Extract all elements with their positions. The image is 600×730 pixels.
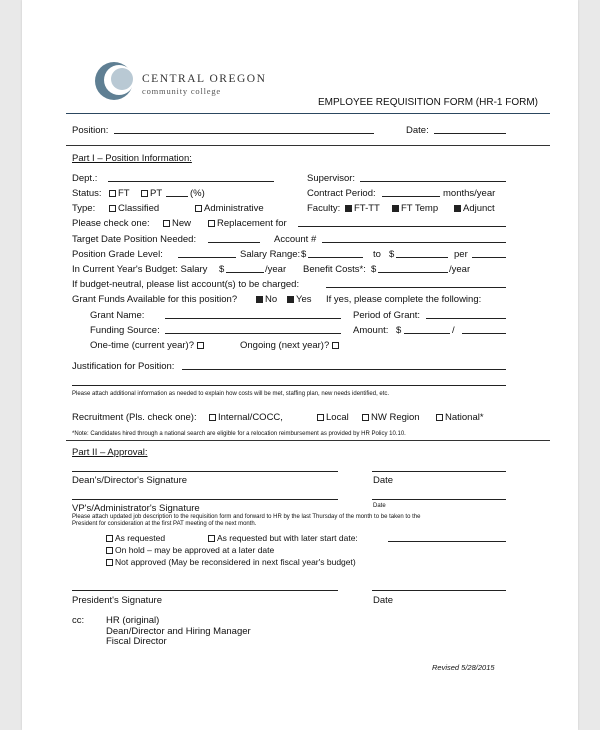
account-field[interactable] — [322, 242, 506, 243]
salary-per-label: per — [454, 249, 468, 260]
college-logo — [94, 60, 140, 107]
new-checkbox[interactable] — [163, 220, 170, 227]
college-logo-icon — [94, 60, 140, 102]
justification-field-1[interactable] — [182, 369, 506, 370]
ongoing-checkbox[interactable] — [332, 342, 339, 349]
classified-checkbox[interactable] — [109, 205, 116, 212]
please-check-label: Please check one: — [72, 218, 150, 229]
budget-neutral-field[interactable] — [326, 287, 506, 288]
justification-label: Justification for Position: — [72, 361, 175, 372]
position-field[interactable] — [114, 133, 374, 134]
replacement-checkbox[interactable] — [208, 220, 215, 227]
account-label: Account # — [274, 234, 317, 245]
local-checkbox[interactable] — [317, 414, 324, 421]
option-as-requested[interactable]: As requested — [106, 533, 165, 543]
one-time-checkbox[interactable] — [197, 342, 204, 349]
target-date-field[interactable] — [208, 242, 260, 243]
check-new[interactable]: New — [163, 218, 191, 229]
deans-signature-field[interactable] — [72, 471, 338, 472]
benefit-costs-per-year: /year — [449, 264, 471, 275]
budget-neutral-label: If budget-neutral, please list account(s) to be charged: — [72, 279, 300, 290]
cc-label: cc: — [72, 615, 85, 626]
period-grant-label: Period of Grant: — [353, 310, 421, 321]
date-label: Date: — [406, 125, 429, 136]
amount-label: Amount: — [353, 325, 389, 336]
form-page — [22, 0, 578, 730]
one-time-label[interactable]: One-time (current year)? — [90, 340, 206, 351]
current-year-budget-label: In Current Year's Budget: Salary — [72, 264, 208, 275]
pt-checkbox[interactable] — [141, 190, 148, 197]
on-hold-checkbox[interactable] — [106, 547, 113, 554]
target-date-label: Target Date Position Needed: — [72, 234, 197, 245]
internal-checkbox[interactable] — [209, 414, 216, 421]
supervisor-label: Supervisor: — [307, 173, 356, 184]
status-label: Status: — [72, 188, 102, 199]
grant-name-label: Grant Name: — [90, 310, 145, 321]
amount-slash: / — [452, 325, 455, 336]
salary-per-field[interactable] — [472, 257, 506, 258]
college-subtitle: community college — [142, 86, 221, 96]
grant-yes[interactable]: Yes — [287, 294, 312, 305]
not-approved-checkbox[interactable] — [106, 559, 113, 566]
vps-signature-field[interactable] — [72, 499, 338, 500]
option-on-hold[interactable]: On hold – may be approved at a later date — [106, 545, 274, 555]
faculty-adjunct[interactable]: Adjunct — [454, 203, 495, 214]
national-search-note: *Note: Candidates hired through a national search are eligible for a relocation reimbursement as provided by HR Policy 10.10. — [72, 431, 406, 437]
status-ft[interactable]: FT — [109, 188, 130, 199]
period-grant-field[interactable] — [426, 318, 506, 319]
grade-level-field[interactable] — [178, 257, 236, 258]
option-later-start[interactable]: As requested but with later start date: — [208, 533, 358, 543]
nw-region-checkbox[interactable] — [362, 414, 369, 421]
salary-to-dollar: $ — [389, 249, 395, 260]
deans-date-label: Date — [373, 475, 394, 486]
recruit-internal[interactable]: Internal/COCC, — [209, 412, 283, 423]
later-start-checkbox[interactable] — [208, 535, 215, 542]
recruit-national[interactable]: National* — [436, 412, 484, 423]
amount-dollar: $ — [396, 325, 402, 336]
vps-date-label: Date — [373, 503, 386, 509]
later-start-date-field[interactable] — [388, 541, 506, 542]
grant-no-checkbox[interactable] — [256, 296, 263, 303]
benefit-costs-dollar: $ — [371, 264, 377, 275]
vps-signature-label: VP's/Administrator's Signature — [72, 503, 200, 514]
type-label: Type: — [72, 203, 96, 214]
grant-yes-checkbox[interactable] — [287, 296, 294, 303]
ongoing-label[interactable]: Ongoing (next year)? — [240, 340, 341, 351]
grant-no[interactable]: No — [256, 294, 277, 305]
grade-level-label: Position Grade Level: — [72, 249, 163, 260]
college-name: CENTRAL OREGON — [142, 73, 267, 85]
option-not-approved[interactable]: Not approved (May be reconsidered in next fiscal year's budget) — [106, 557, 356, 567]
recruit-nw-region[interactable]: NW Region — [362, 412, 420, 423]
if-yes-label: If yes, please complete the following: — [326, 294, 482, 305]
attach-info-note: Please attach additional information as needed to explain how costs will be met, staffing plan, new needs identified, etc. — [72, 391, 390, 397]
benefit-costs-field[interactable] — [378, 272, 448, 273]
cc-item: HR (original) — [106, 615, 160, 626]
national-checkbox[interactable] — [436, 414, 443, 421]
cc-item: Fiscal Director — [106, 636, 167, 647]
ft-temp-checkbox[interactable] — [392, 205, 399, 212]
type-classified[interactable]: Classified — [109, 203, 159, 214]
contract-period-label: Contract Period: — [307, 188, 376, 199]
salary-range-label: Salary Range: — [240, 249, 301, 260]
benefit-costs-label: Benefit Costs*: — [303, 264, 366, 275]
pt-percent-label: (%) — [190, 188, 205, 199]
adjunct-checkbox[interactable] — [454, 205, 461, 212]
section-divider-2 — [66, 440, 550, 441]
grant-funds-label: Grant Funds Available for this position? — [72, 294, 238, 305]
funding-source-field[interactable] — [165, 333, 341, 334]
salary-to-field[interactable] — [396, 257, 448, 258]
grant-name-field[interactable] — [165, 318, 341, 319]
vps-date-field[interactable] — [372, 499, 506, 500]
faculty-ft-tt[interactable]: FT-TT — [345, 203, 380, 214]
dept-field[interactable] — [108, 181, 274, 182]
amount-field[interactable] — [404, 333, 450, 334]
ft-checkbox[interactable] — [109, 190, 116, 197]
faculty-label: Faculty: — [307, 203, 341, 214]
recruit-local[interactable]: Local — [317, 412, 349, 423]
funding-source-label: Funding Source: — [90, 325, 160, 336]
current-salary-per-year: /year — [265, 264, 287, 275]
recruitment-label: Recruitment (Pls. check one): — [72, 412, 197, 423]
check-replacement[interactable]: Replacement for — [208, 218, 287, 229]
dept-label: Dept.: — [72, 173, 98, 184]
faculty-ft-temp[interactable]: FT Temp — [392, 203, 438, 214]
replacement-field[interactable] — [298, 226, 506, 227]
presidents-signature-label: President's Signature — [72, 595, 163, 606]
as-requested-checkbox[interactable] — [106, 535, 113, 542]
salary-to-label: to — [373, 249, 381, 260]
salary-from-field[interactable] — [308, 257, 363, 258]
instructions-line-2: President for consideration at the first PAT meeting of the next month. — [72, 521, 257, 527]
current-salary-field[interactable] — [226, 272, 264, 273]
months-year-label: months/year — [443, 188, 496, 199]
amount-field-2[interactable] — [462, 333, 506, 334]
ft-tt-checkbox[interactable] — [345, 205, 352, 212]
deans-signature-label: Dean's/Director's Signature — [72, 475, 188, 486]
presidents-date-field[interactable] — [372, 590, 506, 591]
pt-percent-field[interactable] — [166, 196, 188, 197]
presidents-signature-field[interactable] — [72, 590, 338, 591]
deans-date-field[interactable] — [372, 471, 506, 472]
type-administrative[interactable]: Administrative — [195, 203, 264, 214]
instructions-line-1: Please attach updated job description to the requisition form and forward to HR by the last Thursday of the month to be taken to the — [72, 514, 421, 520]
revised-date: Revised 5/28/2015 — [432, 663, 495, 672]
form-title: EMPLOYEE REQUISITION FORM (HR-1 FORM) — [318, 97, 539, 108]
part2-title: Part II – Approval: — [72, 447, 148, 458]
supervisor-field[interactable] — [360, 181, 506, 182]
status-pt[interactable]: PT — [141, 188, 162, 199]
salary-from-dollar: $ — [301, 249, 307, 260]
administrative-checkbox[interactable] — [195, 205, 202, 212]
date-field[interactable] — [434, 133, 506, 134]
current-salary-dollar: $ — [219, 264, 225, 275]
contract-period-field[interactable] — [382, 196, 440, 197]
part1-title: Part I – Position Information: — [72, 153, 192, 164]
section-divider — [66, 145, 550, 146]
position-label: Position: — [72, 125, 109, 136]
title-divider — [66, 113, 550, 114]
presidents-date-label: Date — [373, 595, 394, 606]
cc-item: Dean/Director and Hiring Manager — [106, 626, 251, 637]
justification-field-2[interactable] — [72, 385, 506, 386]
